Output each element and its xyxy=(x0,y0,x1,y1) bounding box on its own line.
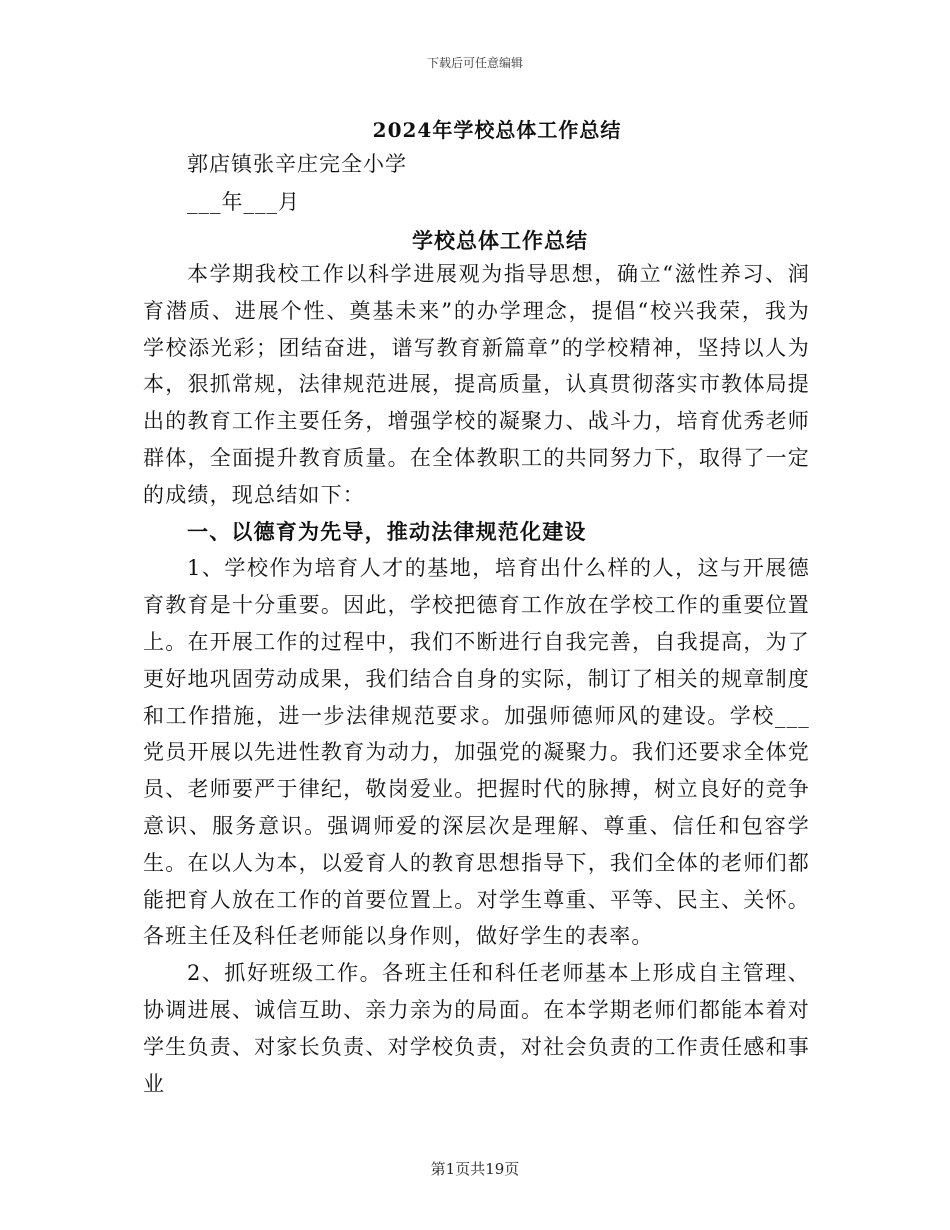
header-note: 下载后可任意编辑 xyxy=(426,56,523,70)
page-number: 第1页共19页 xyxy=(430,1160,520,1178)
school-name: 郭店镇张辛庄完全小学 xyxy=(187,152,407,176)
document-body xyxy=(143,256,810,1102)
section-title: 学校总体工作总结 xyxy=(412,228,588,253)
paragraph-class-work: 2、抓好班级工作。各班主任和科任老师基本上形成自主管理、协调进展、诚信互助、亲力亲为的局面。在本学期老师们都能本着对学生负责、对家长负责、对学校负责，对社会负责的工作责任感和事业 xyxy=(143,961,810,1096)
date-line: ___年___月 xyxy=(187,190,300,214)
document-title: 2024年学校总体工作总结 xyxy=(372,118,622,142)
section-heading-1: 一、以德育为先导，推动法律规范化建设 xyxy=(187,518,587,544)
intro-paragraph: 本学期我校工作以科学进展观为指导思想，确立“滋性养习、润育潜质、进展个性、奠基未来”的办学理念，提倡“校兴我荣，我为学校添光彩；团结奋进，谱写教育新篇章”的学校精神，坚持以人为本，狠抓常规，法律规范进展，提高质量，认真贯彻落实市教体局提出的教育工作主要任务，增强学校的凝聚力、战斗力，培育优秀老师群体，全面提升教育质量。在全体教职工的共同努力下，取得了一定的成绩，现总结如下： xyxy=(143,262,810,507)
paragraph-moral-education: 1、学校作为培育人才的基地，培育出什么样的人，这与开展德育教育是十分重要。因此，学校把德育工作放在学校工作的重要位置上。在开展工作的过程中，我们不断进行自我完善，自我提高，为了更好地巩固劳动成果，我们结合自身的实际，制订了相关的规章制度和工作措施，进一步法律规范要求。加强师德师风的建设。学校___党员开展以先进性教育为动力，加强党的凝聚力。我们还要求全体党员、老师要严于律纪，敬岗爱业。把握时代的脉搏，树立良好的竞争意识、服务意识。强调师爱的深层次是理解、尊重、信任和包容学生。在以人为本，以爱育人的教育思想指导下，我们全体的老师们都能把育人放在工作的首要位置上。对学生尊重、平等、民主、关怀。各班主任及科任老师能以身作则，做好学生的表率。 xyxy=(143,556,810,949)
